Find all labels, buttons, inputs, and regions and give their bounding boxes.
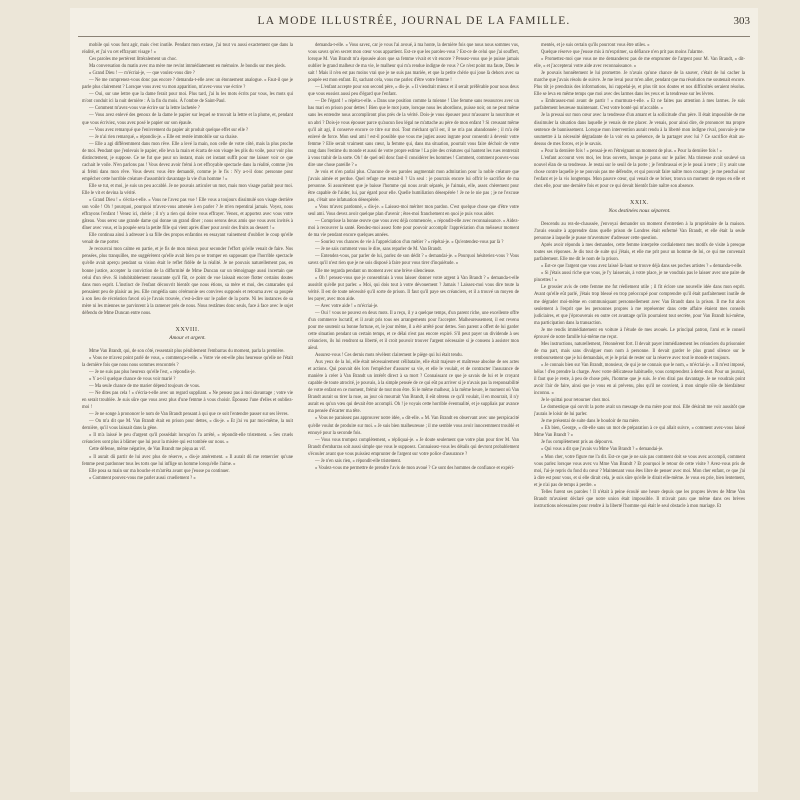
paragraph: « Eh bien, George, » dit-elle sans un mot de préparation à ce qui allait suivre, « comment avez-vous laissé Mme Van Brandt ? » [534,426,745,439]
paragraph: « Embrassez-moi avant de partir ! » murmura-t-elle. « Et ne faites pas attention à mes larmes. Je suis parfaitement heureuse maintenant. C'est votre bonté qui m'accable. » [534,99,745,112]
paragraph: « Si j'étais aussi riche que vous, je l'y laisserais, à votre place, je ne voudrais pas le laisser avec une paire de pincettes ! » [534,271,745,284]
paragraph: — L'enfant accepte pour son second père, » dis-je. « Il viendrait mieux et il serait préférable pour nous deux que vous eussiez aussi peu d'égard que l'enfant. [308,85,519,98]
paragraph: — Oui ! vous ne pouvez en deux mots. Il a reçu, il y a quelque temps, d'un parent riche, une excellente offre d'un commerce lucratif, et il avait pris tous ses arrangements pour l'accepter. Malheureusement, il est revenu pour me soutenir sa bonne fortune, et, le jour même, il a été arrêté pour dettes. Son parent a offert de lui garder cette situation pendant un certain temps, et ce délai n'est pas encore expiré. S'il peut payer un dividende à ses créanciers, ils lui rendront sa liberté, et il croit pouvoir trouver l'argent nécessaire si je consens à assister mon aïeul. [308,310,519,352]
paragraph: « Vous m'avez pardonné, » dis-je. « Laissez-moi mériter mon pardon. C'est quelque chose que d'être votre seul ami. Vous devez avoir quelque plan d'avenir ; êtes-moi franchement en quoi je puis vous aider. [308,205,519,218]
paragraph: Je fus complètement pris au dépourvu. [541,440,614,446]
paragraph: — Comprisse la bonne œuvre que vous avez déjà commencée, » répondit-elle avec reconnaissance. « Aidez-moi à recouvrer la santé. Rendez-moi assez forte pour pouvoir accomplir l'appréciation d'un méisseur moment de ma vie pendant encore quelques années. [308,219,519,239]
paragraph: — On m'a dit que M. Van Brandt était en prison pour dettes, » dis-je. « Et j'ai vu par moi-même, la nuit dernière, qu'il vous laissait dans la gêne. [82,419,293,432]
paragraph: « Grand Dieu ! — m'écriai-je, — que voulez-vous dire ? [89,71,195,77]
paragraph: « Comment pouvez-vous me parler aussi cruellement ? » [89,475,196,481]
paragraph: « Vous ne paraissez pas approuver notre idée, » dit-elle. « M. Van Brandt en observant avec une perspicacité qu'elle voulut de produire sur moi. « Je suis bien malheureuse ; il me semble vous avoir innocemment troublé et ennuyé pour la seconde fois. [308,416,519,436]
paragraph: Je me présentai de suite dans le boudoir de ma mère. [541,419,640,425]
paragraph: — Ne dites pas cela ! » s'écria-t-elle avec un regard suppliant. « Ne pensez pas à moi davantage ; votre vie en serait troublée. Je suis sûre que vous avez plus d'une femme à vous choisir. Épousez l'une d'elles et oubliez-moi ! [82,391,293,411]
paragraph: Ces paroles me pertèrent littéralement un choc. [89,57,178,63]
paragraph: Le grossier avis de cette femme me fut réellement utile ; il fit éclore une nouvelle idée dans mon esprit. Avant qu'elle eût parlé, j'étais trop blessé en trop préoccupé pour comprendre qu'il était parfaitement inutile de me dégrader moi-même en communiquant personnellement avec Van Brandt dans la prison. Il me fut alors seulement à l'esprit que les personnes propres à me représenter dans cette affaire étaient mes conseils judiciaires, et que j'éprouverais en outre cet avantage qu'ils pourraient tout secrète, pour Van Brandt lui-même, ma participation dans la transaction. [534,285,745,326]
paragraph: — Je n'ai rien remarqué, » répondis-je. « Elle est restée immobile sur sa chaise. [89,134,238,140]
paragraph: « Grand Dieu ! » s'écria-t-elle. « Vous ne l'avez pas vue ! Elle vous a toujours dissimulé son visage derrière son voile ! Oh ! pourquoi, pourquoi m'avez-vous amenée à en parler ? Je m'en repentirai jamais. Voyez, nous effrayons l'enfant ! Venez ici, chérie ; il n'y a rien qui doive vous effrayer. Venez, et apportez avec vous votre gâteau. Vous serez une grande dame qui donne un grand dîner ; nous serons deux amis que vous avez invités à dîner avec vous, et la poupée sera la petite fille qui vient après dîner pour avoir des fruits au dessert ! » [82,198,293,232]
paragraph: — Entendez-vous, par parler de lui, parlez de son dédit ? » demandai-je. « Pourquoi hésiteriez-vous ? Vous savez qu'il n'est rien que je ne sois disposé à faire pour vous tirer d'inquiétude. » [308,254,519,267]
page-number: 303 [733,15,750,27]
paragraph: — Je n'en sais rien, » répondit-elle tristement. [315,458,402,464]
paragraph: « Je connais bien sur Van Brandt, monsieur, de qui je ne connais que le nom, » m'écriai-je. « Il m'est imposé, hélas ! d'en prendre la charge. Avec votre délicatesse habituelle, vous comprendrez à demi-mot. Pour un journal, il faut que je reste, à peu de chose près, l'homme que je suis. Je n'en dirai pas davantage. Je ne voudrais point avoir l'air de faire, ainsi que je vous en ai prévenu, plus qu'il ne convient, à mon simple rôle de bienfaiteur inconnu. » [534,362,745,397]
paragraph: Après avoir répondu à mes demandes, cette femme interprète cordialement mes motifs de visite à presque toutes ses réponses. Je dis tout de suite qui j'étais, et elle me prit pour un homme de loi, ce qui me convenait parfaitement. Elle me dit le nom de la prison. [534,243,745,263]
paragraph: — Je ne sais comment vous le dire, sans reparler de M. Van Brandt. [315,247,442,253]
paragraph: Mme Van Brandt, qui, de son côté, ressentait plus péniblement l'embarras du moment, parla la première. [89,348,285,354]
paragraph: — Je ne suis pas plus heureux qu'elle l'est, » répondis-je. [89,369,196,375]
chapter-number: XXVIII. [175,326,200,333]
paragraph: Cette défense, même négative, de Van Brandt me piqua au vif. [89,447,206,453]
paragraph: Je le quittai pour retourner chez moi. [541,398,611,404]
paragraph: — Vous avez enlevé des genoux de la dame le papier sur lequel se trouvait la lettre et la plume, et, pendant que vous écriviez, vous avez posé le papier sur son épaule. [82,113,293,126]
paragraph: demanda-t-elle. « Vous savez, car je vous l'ai avoué, à ma honte, la dernière fois que nous nous sommes vus, vous savez qu'en secret mon cœur vous appartient. Est-ce que les paroles-vous ? Est-ce de celui que j'ai souffert, lorsque M. Van Brandt m'a épousée alors que sa femme vivait et vit encore ? Pensez-vous que je puisse jamais oublier le grand malheur de ma vie, le malheur qui m'a rendue indigne de vous ? Ce n'est point ma faute, Dieu le sait ! Mais il n'en est pas moins vrai que je ne suis pas mariée, et que la petite chérie qui joue là dehors avec sa poupée est mon enfant. Et, sachant cela, vous me parlez d'être votre femme ! [308,43,519,84]
paragraph: Elle me regarda pendant un moment avec une brève silencieuse. [315,268,436,274]
paragraph: mentés, et je suis certain qu'ils pourront vous être utiles. » [541,43,650,48]
text-column-3 [534,42,745,786]
paragraph: Je me rendis immédiatement en voiture à l'étude de mes avoués. Le principal patron, l'ami et le conseil éprouvé de notre famille lui-même me reçut. [534,327,745,340]
paragraph: Je pouvais honnêtement le lui promettre. Je n'avais qu'une chance de la sauver, c'était de lui cacher la marche que j'avais résolu de suivre. Je me levai pour m'en aller, pendant que ma résolution me soutenait encore. Plus tôt je prendrais des informations, lui rappelai-je, et plus tôt nos doutes et nos difficultés seraient résolus. Elle se leva en même temps que moi avec des larmes dans les yeux et la tendresse sur les lèvres. [534,71,745,98]
paragraph: Telles furent ses paroles ! Il n'était à peine écoulé une heure depuis que les propres lèvres de Mme Van Brandt m'avaient déclaré que notre union était impossible. Il m'avait paru que même dans ces brèves instructions nécessaires pour rendre à la liberté l'homme qui était le seul obstacle à mon mariage. Et [534,489,745,509]
paragraph: — Souriez vos chances de vie à l'appréciation d'un métier ? » répétai-je. « Qu'entendez-vous par là ? [315,240,504,246]
paragraph: — Je ne songe à prononcer le nom de Van Brandt pensant à qui que ce soit l'entendre passer sur ses lèvres. [89,412,289,418]
paragraph: « Oh ! pensez-vous que je consentirais à vous laisser donner votre argent à Van Brandt ? » demanda-t-elle aussitôt qu'elle put parler. « Moi, qui dois tout à votre dévouement ? Jamais ! Laissez-moi vous dire toute la vérité. Il est de toute nécessité qu'il sorte de prison. Il faut qu'il paye ses créanciers, et il a trouvé un moyen de les payer, avec mon aide. [308,275,519,302]
paragraph: Aux yeux de la loi, elle était nécessairement célibataire, elle était majeure et maîtresse absolue de ses actes et actions. Qui pouvait dès lors l'empêcher d'assurer sa vie, et elle le voulait, et de contracter l'assurance de manière à créer à Van Brandt un intérêt direct à sa mort ? Connaissant ce que je savais de lui et le croyant capable de toute atrocité, je pouvais, à la simple pensée de ce qui eût pu arriver si je n'avais pas la responsabilité de votre enfant en ce moment, frémir de tout mon être. Si le même malheur, à la même heure, le moment où Van Brandt aurait su tirer la ruse, au jour où mourrait Van Brandt, il eût obtenu ce qu'il voulait, il en mourrait, il n'y aurait eu qu'un vœu qui devait être accompli. Oh ! je voyais cette horrible éventualité, et je suppliais par avance ma pensée d'écarter ma tête. [308,360,519,415]
paragraph: « Qui vous a dit que j'avais vu Mme Van Brandt ? » demandai-je. [541,447,664,453]
paragraph: Je vois et n'en parlai plus. Chacune de ses paroles augmentait mon admiration pour la noble créature que j'avais aimée et perdue. Quel refuge me restait-il ? Un seul : je pourrais encore lui offrir le sacrifice de ma personne. Si assurément que je baisse l'homme qui nous avait séparés, je l'aimais, elle, assez chèrement pour être capable de l'aider, lui, par égard pour elle. Quelle humiliation désespérée ! Je ne le nie pas ; je ne l'excuse pas, c'était une infatuation désespérée. [308,169,519,204]
paragraph: mobile qui vous font agir, mais c'est inutile. Pendant mon extase, j'ai tout vu aussi exactement que dans la réalité, et j'ai vu cet effrayant visage ! » [82,43,293,56]
text-column-2 [308,42,519,786]
paragraph: « Y a-t-il quelque chance de vous voir marié ? [89,377,176,383]
paragraph: — Oui, sur une lettre que la dame ferait pour moi. Plus tard, j'ai lu les mots écrits par vous, les mots qui m'ont conduit ici la nuit dernière : À la fin du mois. À l'ombre de Saint-Paul. [82,92,293,105]
newspaper-page [70,8,758,792]
paragraph: « Il aurait dû partir de lui avec plus de réserve, » dis-je amèrement. « Il aurait dû me remercier qu'une femme peut pardonner tous les torts que lui inflige un homme lorsqu'elle l'aime. » [82,454,293,467]
paragraph: — Vous vous trompez complètement, » répliquai-je. « Je doute seulement que votre plan pour tirer M. Van Brandt d'embarras soit aussi simple que vous le supposez. Connaissez-vous les détails qui devront probablement s'écouler avant que vous puissiez emprunter de l'argent sur votre police d'assurance ? [308,437,519,457]
paragraph: Elle continua ainsi à adresser à sa fille des propos enfantins en essayant vainement d'oublier le coup qu'elle venait de me porter. [82,233,293,246]
paragraph: L'enfant accourut vers moi, les bras ouverts, lorsque je parus sur le palier. Ma tristesse avait soulevé un nouvel élan de sa tendresse. Je restai sur le seuil de la porte ; je l'embrassai et je le posai à terre ; il y avait une chose contre laquelle je ne pouvais pas me défendre, et qui pouvait faire naître mon courage ; je me penchai sur l'enfant et je la vis longtemps. Mon pauvre cœur, qui venait de se briser, trouva un moment de repos en elle et chez elle, pour une dernière fois et pour ce qui devait bientôt faire naître son absence. [534,155,745,189]
text-column-1 [82,42,293,786]
paragraph: « Promettez-moi que vous ne me demanderez pas de me emprunter de l'argent pour M. Van Brandt, » dit-elle, « et j'accepterai votre aide avec reconnaissance. » [534,57,745,70]
paragraph: « Voulez-vous me permettre de prendre l'avis de mon avoué ? Ce sont des hommes de confiance et expéri- [315,465,515,471]
paragraph: Assurez-vous ! Ces dernis mots révèlent clairement le piège qui lui était tendu. [315,353,463,359]
chapter-subtitle: Nos destinées nous séparent. [608,207,671,214]
paragraph: — Elle a agi différemment dans mon rêve. Elle a levé la main, non celle de votre côté, mais la plus proche de moi. Pendant que j'enlevais le papier, elle leva la main et écarta de son visage les plis du voile, pour voir plus distinctement, je suppose. Ce ne fut que pour un instant, mais cet instant suffit pour me laisser voir ce que cachait le voile. N'en parlons pas ! Vous devez avoir frémi à cet effroyable spectacle dans la réalité, comme j'en ai frémi dans mon rêve. Vous devez vous être demandé, comme je le fis : N'y a-t-il donc personne pour empêcher cette horrible créature d'assombrir davantage la vie d'un homme ! » [82,141,293,182]
paragraph: — Comment m'avez-vous vue écrire sur la lettre lachetée ? [89,106,200,112]
paragraph: — Avec votre aide ! » m'écriai-je. [315,303,379,309]
paragraph: Elle se tut, et moi, je suis un peu accablé. Je ne pouvais articuler un mot, mais mon visage parlait pour moi. Elle le vit et devina la vérité. [82,183,293,196]
paragraph: — Ma seule chance de me marier dépend toujours de vous. [89,384,201,390]
paragraph: — De l'égard ! » répéta-t-elle. « Dans une position comme la mienne ! Une femme sans ressources avec un bas mari en prison pour dettes ! Bien que le mot juste, lorsque nous les abordions, puisse noir, on ne peut même sans les entendre nous accompliront plus près de la vérité. Dois-je vous épouser pour m'assurer la nourriture et un abri ? Dois-je vous épouser parce qu'aucun lieu légal ne m'attache au père de mon enfant ? Si creusant même qu'il ait agi, il conserve encore ce titre sur moi. Tout méchant qu'il est, il ne m'a pas abandonnée ; il m'a été enlevé de force. Mon seul ami ! est-il possible que vous me jugiez assez ingrate pour consentir à devenir votre femme ? Elle serait vraiment sans cœur, la femme qui, dans ma situation, pourrait vous faire déchoir de votre rang dans l'estime du monde et aussi de votre propre estime ! La pire des créatures qui hantent les rues rentrerait à vous trahir de la sorte. Oh ! de quel œil donc faut-il considérer les hommes ! Comment, comment pouvez-vous dire une chose pareille ? » [308,99,519,168]
paragraph: « Pour la dernière fois ! » pensai-je en l'étreignant un moment de plus. « Pour la dernière fois ! » [541,148,722,154]
paragraph: Elle posa sa main sur ma bouche et m'arrêta avant que j'eusse pu continuer. [89,468,230,474]
paragraph: « Mon cher, votre figure me l'a dit. Est-ce que je ne sais pas comment doit se vous avez accompli, comment vous parlez lorsque vous avez vu Mme Van Brandt ? Et pourquoi le retour de cette visite ? Avez-vous pris de moi, l'ai-je repris du fond du cœur ? Maintenant vous êtes libre de penser avec moi. Mon cher enfant, ce que j'ai à dire est pour vous, et si elle dirait cela, je suis sûre qu'elle le dirait elle-même. Je vous en prie, bien lentement, et je n'ai pas de temps à perdre. » [534,454,745,488]
paragraph: Ma conversation du matin avec ma mère me revint immédiatement en mémoire. Je bondis sur mes pieds. [89,64,286,70]
paragraph: Descendu au rez-de-chaussée, j'envoyai demander un moment d'entretien à la propriétaire de la maison. J'avais ensuite à apprendre dans quelle prison de Londres était enfermé Van Brandt, et elle était la seule personne à laquelle je pusse m'aventurer d'adresser cette question. [534,221,745,242]
paragraph: — Vous avez remarqué que l'enivrement du papier ait produit quelque effet sur elle ? [89,127,249,133]
paragraph: — Ne me comprenez-vous donc pas encore ? demanda-t-elle avec un étonnement analogue. « Faut-il que je parle plus clairement ? Lorsque vous avez vu mon apparition, m'avez-vous vue écrire ? [82,78,293,91]
paragraph: Je la pressai sur mon cœur avec la tendresse d'un amant et la sollicitude d'un père. Il était impossible de me dissimuler la situation dans laquelle je venais de me placer. Je venais, pour ainsi dire, de prononcer ma propre sentence de bannissement. Lorsque mon intervention aurait rendu à la liberté mon indigne rival, pouvais-je me soumettre à la nécessité dégradante de la voir en sa présence, de la partager avec lui ? Ce sacrifice était au-dessus de mes forces, et je le savais. [534,113,745,147]
paragraph: « Vous ne m'avez point parlé de vous, » commença-t-elle. « Votre vie est-elle plus heureuse qu'elle ne l'était la dernière fois que nous nous sommes rencontrés ? [82,355,293,368]
paragraph: Je recouvrai mon calme en partie, et je fis de mon mieux pour seconder l'effort qu'elle venait de faire. Nos pensées, plus tranquilles, me suggérèrent qu'elle avait bien pu se tromper en supposant que l'horrible spectacle qu'elle avait aperçu pendant sa vision était le reflet fidèle de la réalité. Je ne pouvais naturellement pas, en bonne justice, accepter la conviction de la difformité de Mme Duncan sur un témoignage aussi incertain que celui d'un rêve. Si indubitablement rassurante qu'il fût, ce point de vue laissait encore flotter certains doutes dans mon esprit. L'instinct de l'enfant découvrit bientôt que nous étions, sa mère et moi, des camarades qui pensaient peu de plaisir au jeu. Elle congédia sans cérémonie ses convives supposés et retourna avec sa poupée à son lieu de récréation favori où je l'avais trouvée, c'est-à-dire sur le palier de la porte. Ni les instances de sa mère ni les miennes ne parvinrent à la ramener près de nous. Nous restâmes donc seuls, face à face avec le sujet défendu de Mme Duncan entre nous. [82,247,293,316]
paragraph: Le domestique qui ouvrit la porte avait un message de ma mère pour moi. Elle désirait me voir aussitôt que j'aurais le loisir de lui parler. [534,405,745,418]
chapter-subtitle: Amour et argent. [169,334,206,341]
paragraph: « Est-ce que l'argent que vous avez laissé là-haut se trouve déjà dans ses poches artistes ? » demanda-t-elle. [541,264,743,270]
page-header [70,14,758,34]
paragraph: « Il m'a laissé le peu d'argent qu'il possédait lorsqu'on l'a arrêté, » répondit-elle tristement. « Ses cruels créanciers sont plus à blâmer que lui pour la misère qui est tombée sur nous. » [82,433,293,446]
chapter-number: XXIX. [630,199,649,206]
paragraph: Quelque réserve que j'eusse mis à m'exprimer, sa défiance n'en prit pas moins l'alarme. [541,50,704,56]
header-rule [78,36,750,37]
running-title: LA MODE ILLUSTRÉE, JOURNAL DE LA FAMILLE. [257,15,571,27]
paragraph: Mes instructions, naturellement, l'étonnèrent fort. Il devait payer immédiatement les créanciers du prisonnier de ma part, mais sans divulguer mon nom à personne. Il devait garder le plus grand silence sur le remboursement que je lui demandais, et je le priai de rester sur la réserve avec tout le monde et toujours. [534,341,745,361]
